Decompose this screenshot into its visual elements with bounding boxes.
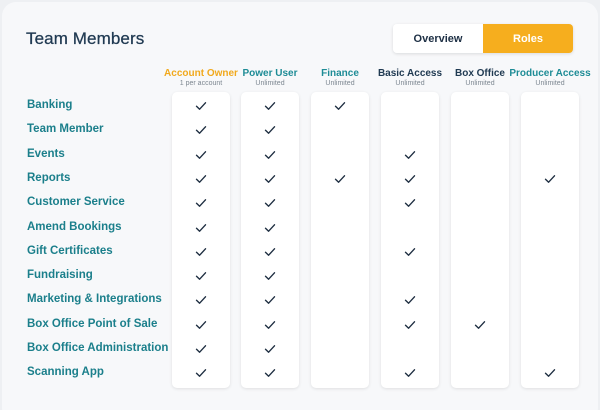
- column-header-subtitle: 1 per account: [179, 80, 223, 87]
- column-finance: [311, 92, 369, 388]
- check-icon: [194, 245, 208, 259]
- check-icon: [263, 123, 277, 137]
- check-icon: [263, 196, 277, 210]
- tab-roles[interactable]: Roles: [483, 24, 573, 53]
- row-label: Amend Bookings: [27, 220, 122, 233]
- check-icon: [194, 318, 208, 332]
- check-icon: [194, 342, 208, 356]
- check-icon: [543, 172, 557, 186]
- column-header-subtitle: Unlimited: [535, 80, 565, 87]
- column-basic-access: [381, 92, 439, 388]
- row-label: Events: [27, 147, 65, 160]
- row-label: Box Office Administration: [27, 342, 169, 354]
- row-label: Banking: [27, 99, 73, 111]
- row-label: Scanning App: [27, 366, 104, 379]
- check-icon: [194, 221, 208, 235]
- check-icon: [194, 366, 208, 380]
- column-producer-access: [521, 92, 579, 388]
- check-icon: [403, 293, 417, 307]
- check-icon: [263, 245, 277, 259]
- check-icon: [263, 293, 277, 307]
- column-header-title: Basic Access: [377, 68, 443, 79]
- check-icon: [333, 172, 347, 186]
- check-icon: [263, 366, 277, 380]
- check-icon: [194, 293, 208, 307]
- tab-overview[interactable]: Overview: [393, 24, 483, 53]
- column-header-title: Power User: [242, 68, 298, 79]
- row-label: Team Member: [27, 123, 104, 136]
- check-icon: [403, 172, 417, 186]
- row-label: Reports: [27, 171, 71, 184]
- row-label: Box Office Point of Sale: [27, 317, 158, 330]
- check-icon: [543, 366, 557, 380]
- check-icon: [194, 99, 208, 113]
- column-header-title: Account Owner: [164, 68, 238, 79]
- column-header-title: Finance: [321, 68, 359, 79]
- column-header-subtitle: Unlimited: [255, 80, 285, 87]
- check-icon: [473, 318, 487, 332]
- row-label: Fundraising: [27, 269, 93, 282]
- column-header-subtitle: Unlimited: [465, 80, 495, 87]
- check-icon: [403, 318, 417, 332]
- check-icon: [263, 148, 277, 162]
- column-box-office: [451, 92, 509, 388]
- page-title: Team Members: [26, 29, 145, 48]
- check-icon: [403, 196, 417, 210]
- row-label: Customer Service: [27, 196, 125, 209]
- check-icon: [263, 221, 277, 235]
- column-header-producer-access: [500, 68, 600, 87]
- row-label: Gift Certificates: [27, 244, 113, 257]
- check-icon: [263, 318, 277, 332]
- check-icon: [194, 269, 208, 283]
- check-icon: [403, 245, 417, 259]
- view-toggle: [393, 24, 573, 53]
- column-header-title: Box Office: [454, 68, 505, 79]
- check-icon: [194, 148, 208, 162]
- column-header-subtitle: Unlimited: [325, 80, 355, 87]
- check-icon: [263, 269, 277, 283]
- row-label: Marketing & Integrations: [27, 293, 162, 306]
- check-icon: [403, 366, 417, 380]
- check-icon: [333, 99, 347, 113]
- check-icon: [403, 148, 417, 162]
- column-header-subtitle: Unlimited: [395, 80, 425, 87]
- check-icon: [263, 99, 277, 113]
- check-icon: [194, 196, 208, 210]
- check-icon: [194, 172, 208, 186]
- check-icon: [263, 172, 277, 186]
- column-header-title: Producer Access: [509, 68, 591, 79]
- check-icon: [194, 123, 208, 137]
- check-icon: [263, 342, 277, 356]
